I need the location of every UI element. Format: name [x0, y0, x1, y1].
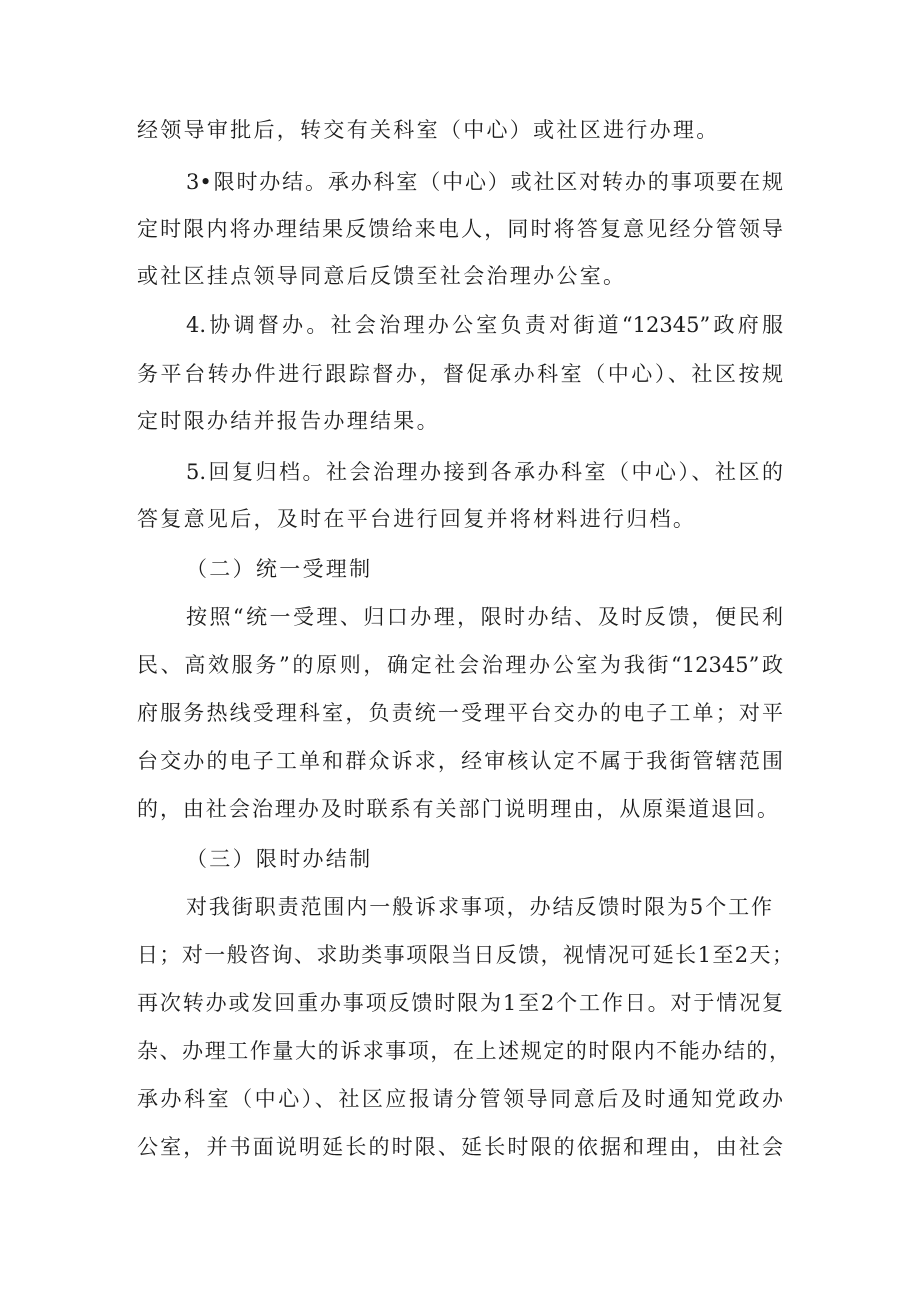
section-heading: （二）统一受理制	[186, 557, 373, 581]
text-line: 5.回复归档。社会治理办接到各承办科室（中心）、社区的	[186, 460, 783, 484]
text-line: 杂、办理工作量大的诉求事项，在上述规定的时限内不能办结的，	[137, 1039, 790, 1063]
text-line: 承办科室（中心）、社区应报请分管领导同意后及时通知党政办	[137, 1087, 783, 1111]
text-line: 按照“统一受理、归口办理，限时办结、及时反馈，便民利	[186, 605, 783, 629]
text-line: 经领导审批后，转交有关科室（中心）或社区进行办理。	[137, 118, 720, 142]
text-line: 的，由社会治理办及时联系有关部门说明理由，从原渠道退回。	[137, 797, 778, 821]
text-line: 再次转办或发回重办事项反馈时限为1至2个工作日。对于情况复	[137, 991, 783, 1015]
text-line: 4.协调督办。社会治理办公室负责对街道“12345”政府服	[186, 313, 783, 337]
text-line: 定时限内将办理结果反馈给来电人，同时将答复意见经分管领导	[137, 217, 783, 241]
text-line: 对我街职责范围内一般诉求事项，办结反馈时限为5个工作	[186, 895, 772, 919]
text-line: 定时限办结并报告办理结果。	[137, 409, 440, 433]
text-line: 台交办的电子工单和群众诉求，经审核认定不属于我街管辖范围	[137, 749, 783, 773]
text-line: 府服务热线受理科室，负责统一受理平台交办的电子工单；对平	[137, 701, 783, 725]
text-line: 或社区挂点领导同意后反馈至社会治理办公室。	[137, 264, 627, 288]
section-heading: （三）限时办结制	[186, 847, 373, 871]
text-line: 日；对一般咨询、求助类事项限当日反馈，视情况可延长1至2天；	[137, 943, 793, 967]
text-line: 民、高效服务”的原则，确定社会治理办公室为我街“12345”政	[137, 653, 783, 677]
text-line: 答复意见后，及时在平台进行回复并将材料进行归档。	[137, 507, 697, 531]
text-line: 3•限时办结。承办科室（中心）或社区对转办的事项要在规	[186, 170, 783, 194]
text-line: 公室，并书面说明延长的时限、延长时限的依据和理由，由社会	[137, 1135, 783, 1159]
text-line: 务平台转办件进行跟踪督办，督促承办科室（中心）、社区按规	[137, 362, 783, 386]
